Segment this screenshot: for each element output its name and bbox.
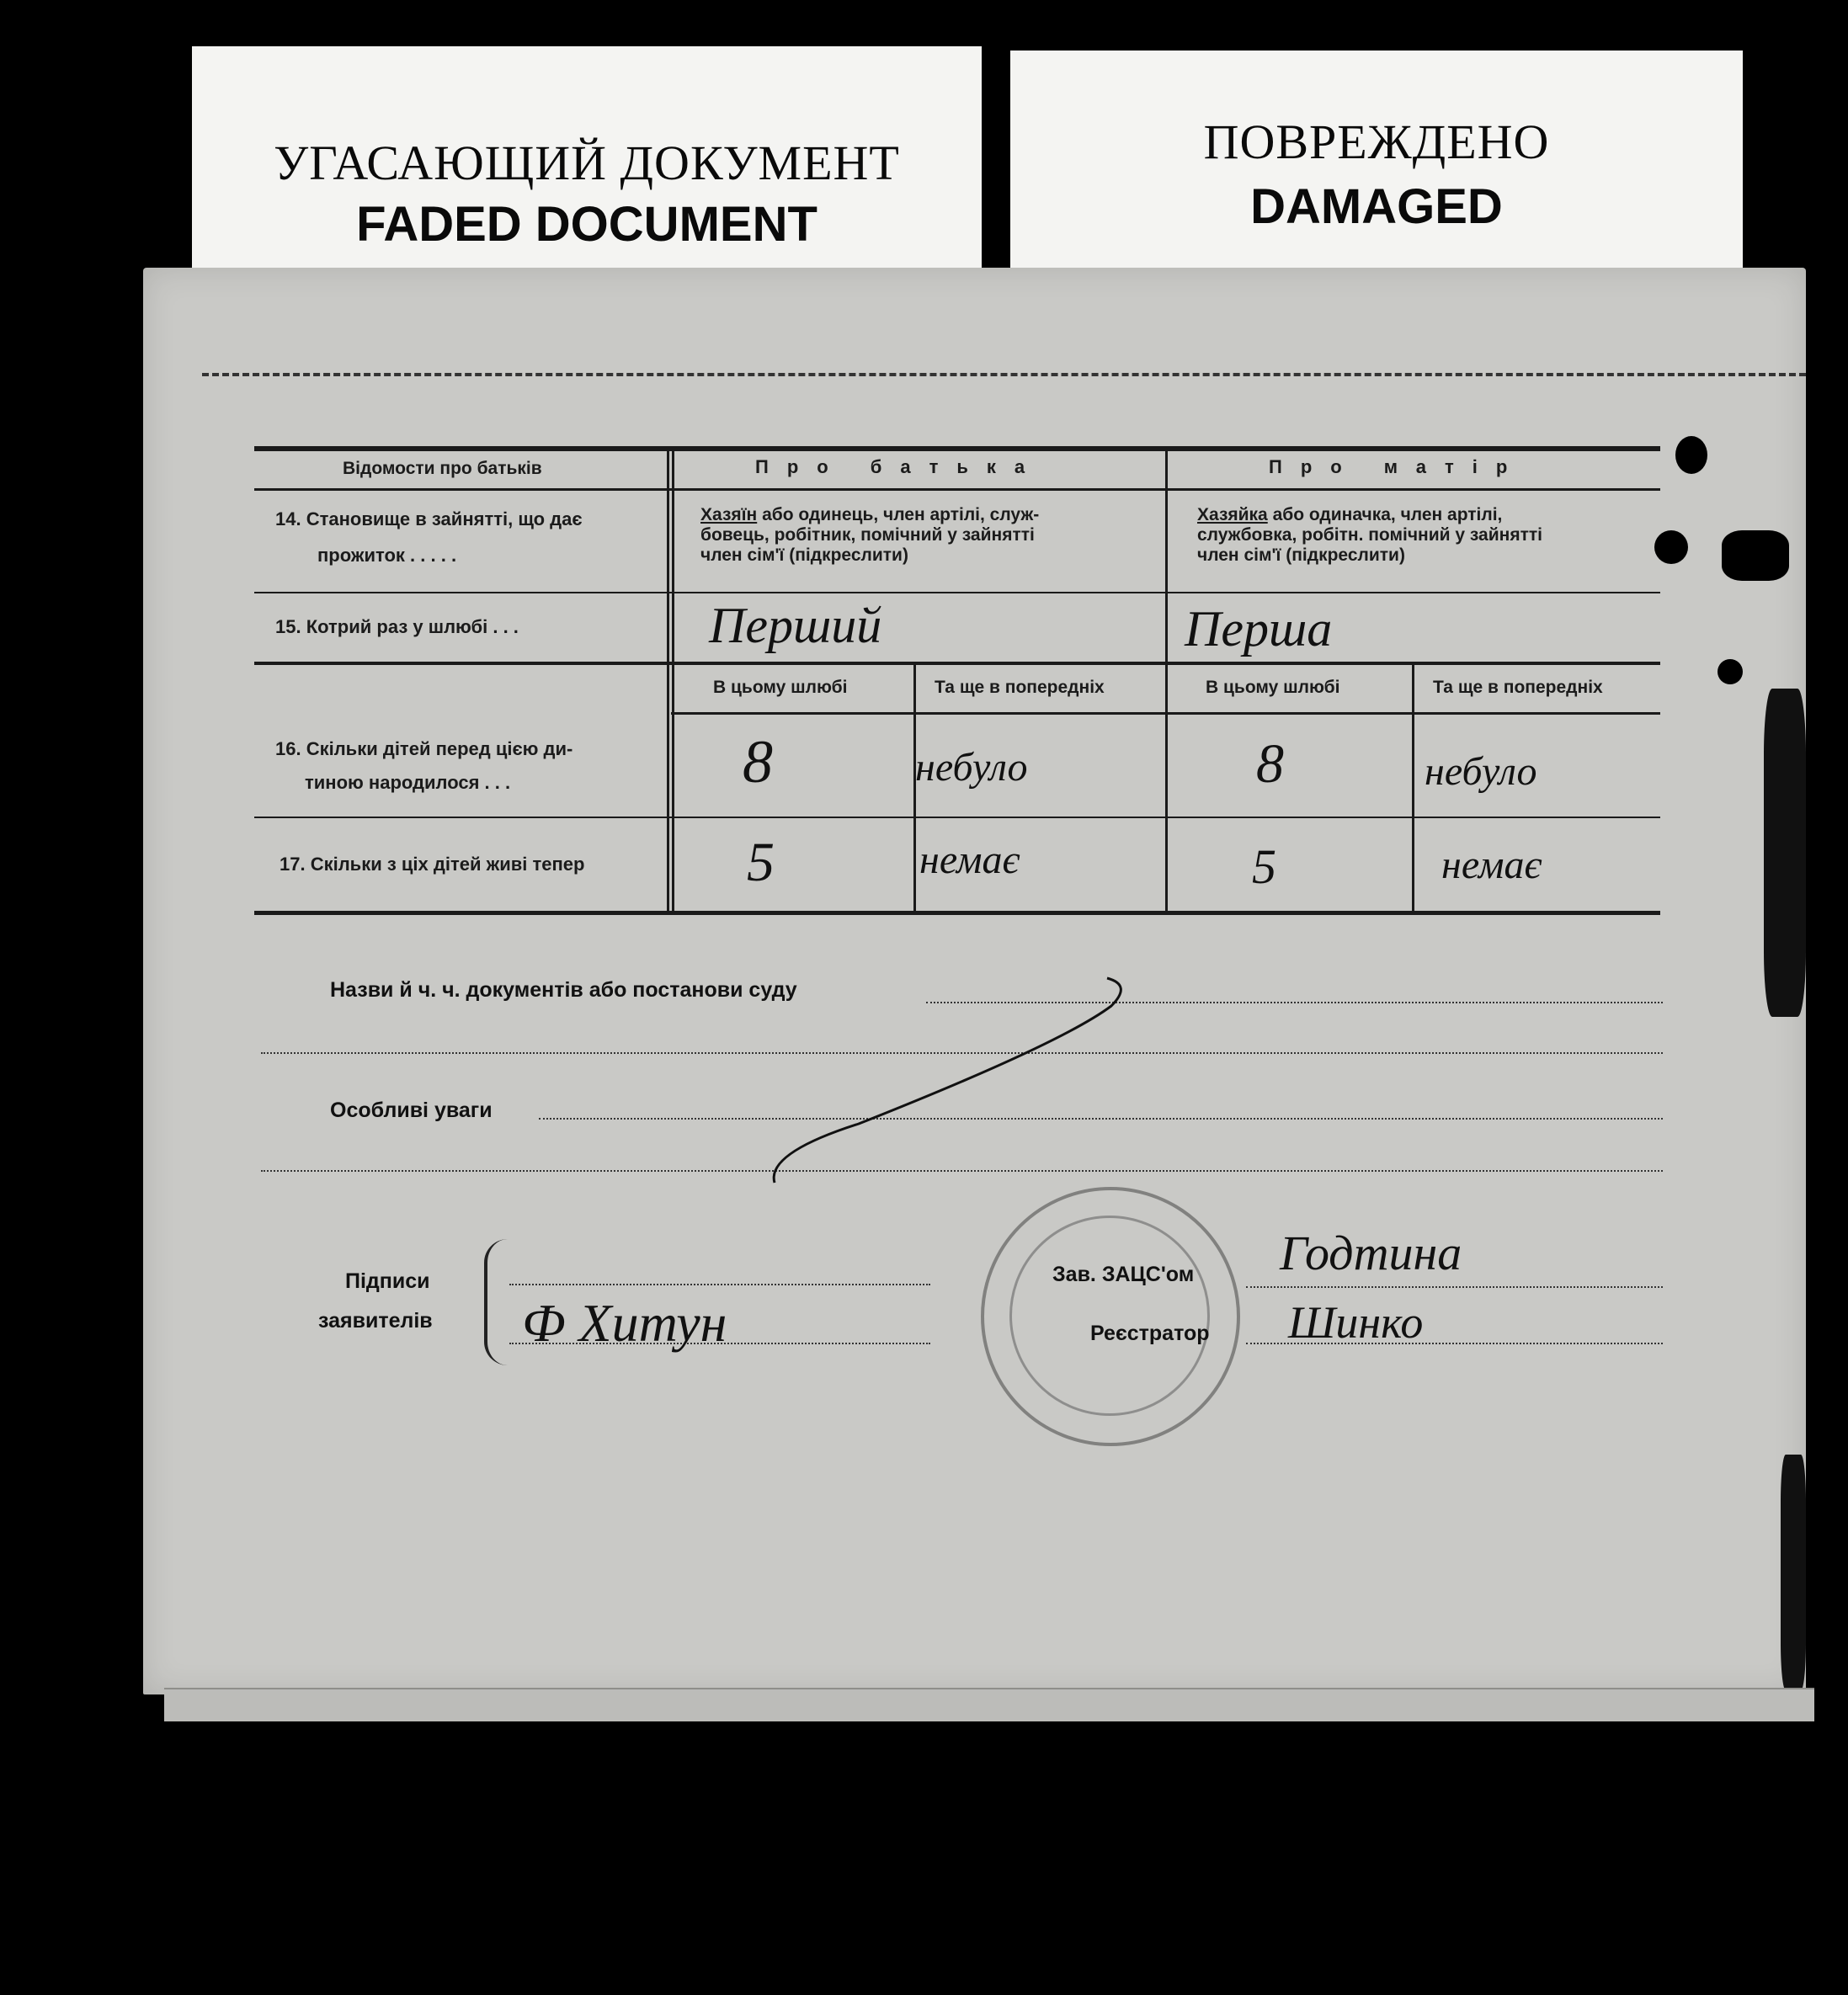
row16-father-prev: небуло [915, 745, 1028, 790]
row15-mother-value: Перша [1185, 601, 1333, 657]
damaged-tab [1010, 51, 1743, 269]
father-options-line1: або одинець, член артілі, служ- [757, 505, 1040, 524]
head-line [1246, 1286, 1663, 1288]
applicants-label-line2: заявителів [318, 1309, 433, 1333]
father-options-line2: бовець, робітник, помічний у зайнятті [700, 525, 1035, 545]
row16-mother-prev: небуло [1425, 749, 1537, 794]
sub-father-this-marriage: В цьому шлюбі [713, 678, 848, 697]
row14-label-line2: прожиток . . . . . [317, 545, 457, 566]
row17-mother-this: 5 [1252, 839, 1276, 894]
sub-father-previous: Та ще в попередніх [935, 678, 1105, 697]
damaged-en: DAMAGED [1250, 179, 1503, 234]
applicant-signature: Ф Хитун [522, 1293, 727, 1353]
applicants-label-line1: Підписи [345, 1269, 430, 1293]
official-stamp [981, 1187, 1240, 1446]
sub-mother-this-marriage: В цьому шлюбі [1206, 678, 1340, 697]
mother-options-line1: або одиначка, член артілі, [1267, 505, 1503, 524]
row16-label-line1: 16. Скільки дітей перед цією ди- [275, 738, 573, 759]
row16-label-line2: тиною народилося . . . [305, 772, 511, 793]
registrar-signature: Шинко [1288, 1297, 1424, 1348]
row16-father-this: 8 [743, 728, 773, 795]
documents-label: Назви й ч. ч. документів або постанови суду [330, 978, 797, 1002]
row17-label: 17. Скільки з ціх дітей живі тепер [280, 854, 585, 875]
registrar-label: Реєстратор [1090, 1322, 1210, 1345]
head-signature: Годтина [1280, 1226, 1462, 1280]
head-label: Зав. ЗАЦС'ом [1052, 1263, 1195, 1286]
damaged-ru: ПОВРЕЖДЕНО [1203, 114, 1550, 169]
sheet-bottom-edge [164, 1688, 1814, 1721]
row14-mother-options [1197, 505, 1652, 566]
row17-father-this: 5 [747, 832, 775, 893]
damage-hole [1654, 530, 1688, 564]
row15-label: 15. Котрий раз у шлюбі . . . [275, 616, 519, 637]
row14-label-line1: 14. Становище в зайнятті, що дає [275, 508, 583, 529]
mother-options-line2: службовка, робітн. помічний у зайнятті [1197, 525, 1542, 545]
sub-mother-previous: Та ще в попередніх [1433, 678, 1603, 697]
applicant-line-1 [509, 1284, 930, 1285]
damage-hole [1781, 1455, 1806, 1690]
row17-mother-prev: немає [1441, 843, 1542, 887]
remarks-label: Особливі уваги [330, 1099, 493, 1122]
mother-owner-underlined: Хазяйка [1197, 505, 1268, 524]
header-about-father: Про батька [755, 456, 1044, 477]
faded-document-en: FADED DOCUMENT [356, 197, 817, 252]
cancellation-stroke [758, 968, 1137, 1195]
damage-hole [1764, 689, 1806, 1017]
father-options-line3: член сім'ї (підкреслити) [700, 545, 908, 565]
mother-options-line3: член сім'ї (підкреслити) [1197, 545, 1405, 565]
damage-hole [1675, 436, 1707, 474]
faded-document-ru: УГАСАЮЩИЙ ДОКУМЕНТ [274, 136, 900, 190]
row16-mother-this: 8 [1256, 733, 1284, 795]
header-parents-info: Відомости про батьків [343, 459, 542, 478]
father-owner-underlined: Хазяїн [700, 505, 758, 524]
row15-father-value: Перший [709, 598, 882, 653]
header-about-mother: Про матір [1269, 456, 1526, 477]
row17-father-prev: немає [919, 838, 1020, 882]
signatures-brace [484, 1239, 508, 1365]
damage-hole [1718, 659, 1743, 684]
row14-father-options [700, 505, 1155, 566]
faded-document-tab [192, 46, 982, 269]
damage-hole [1722, 530, 1789, 581]
perforation-line [202, 373, 1806, 376]
